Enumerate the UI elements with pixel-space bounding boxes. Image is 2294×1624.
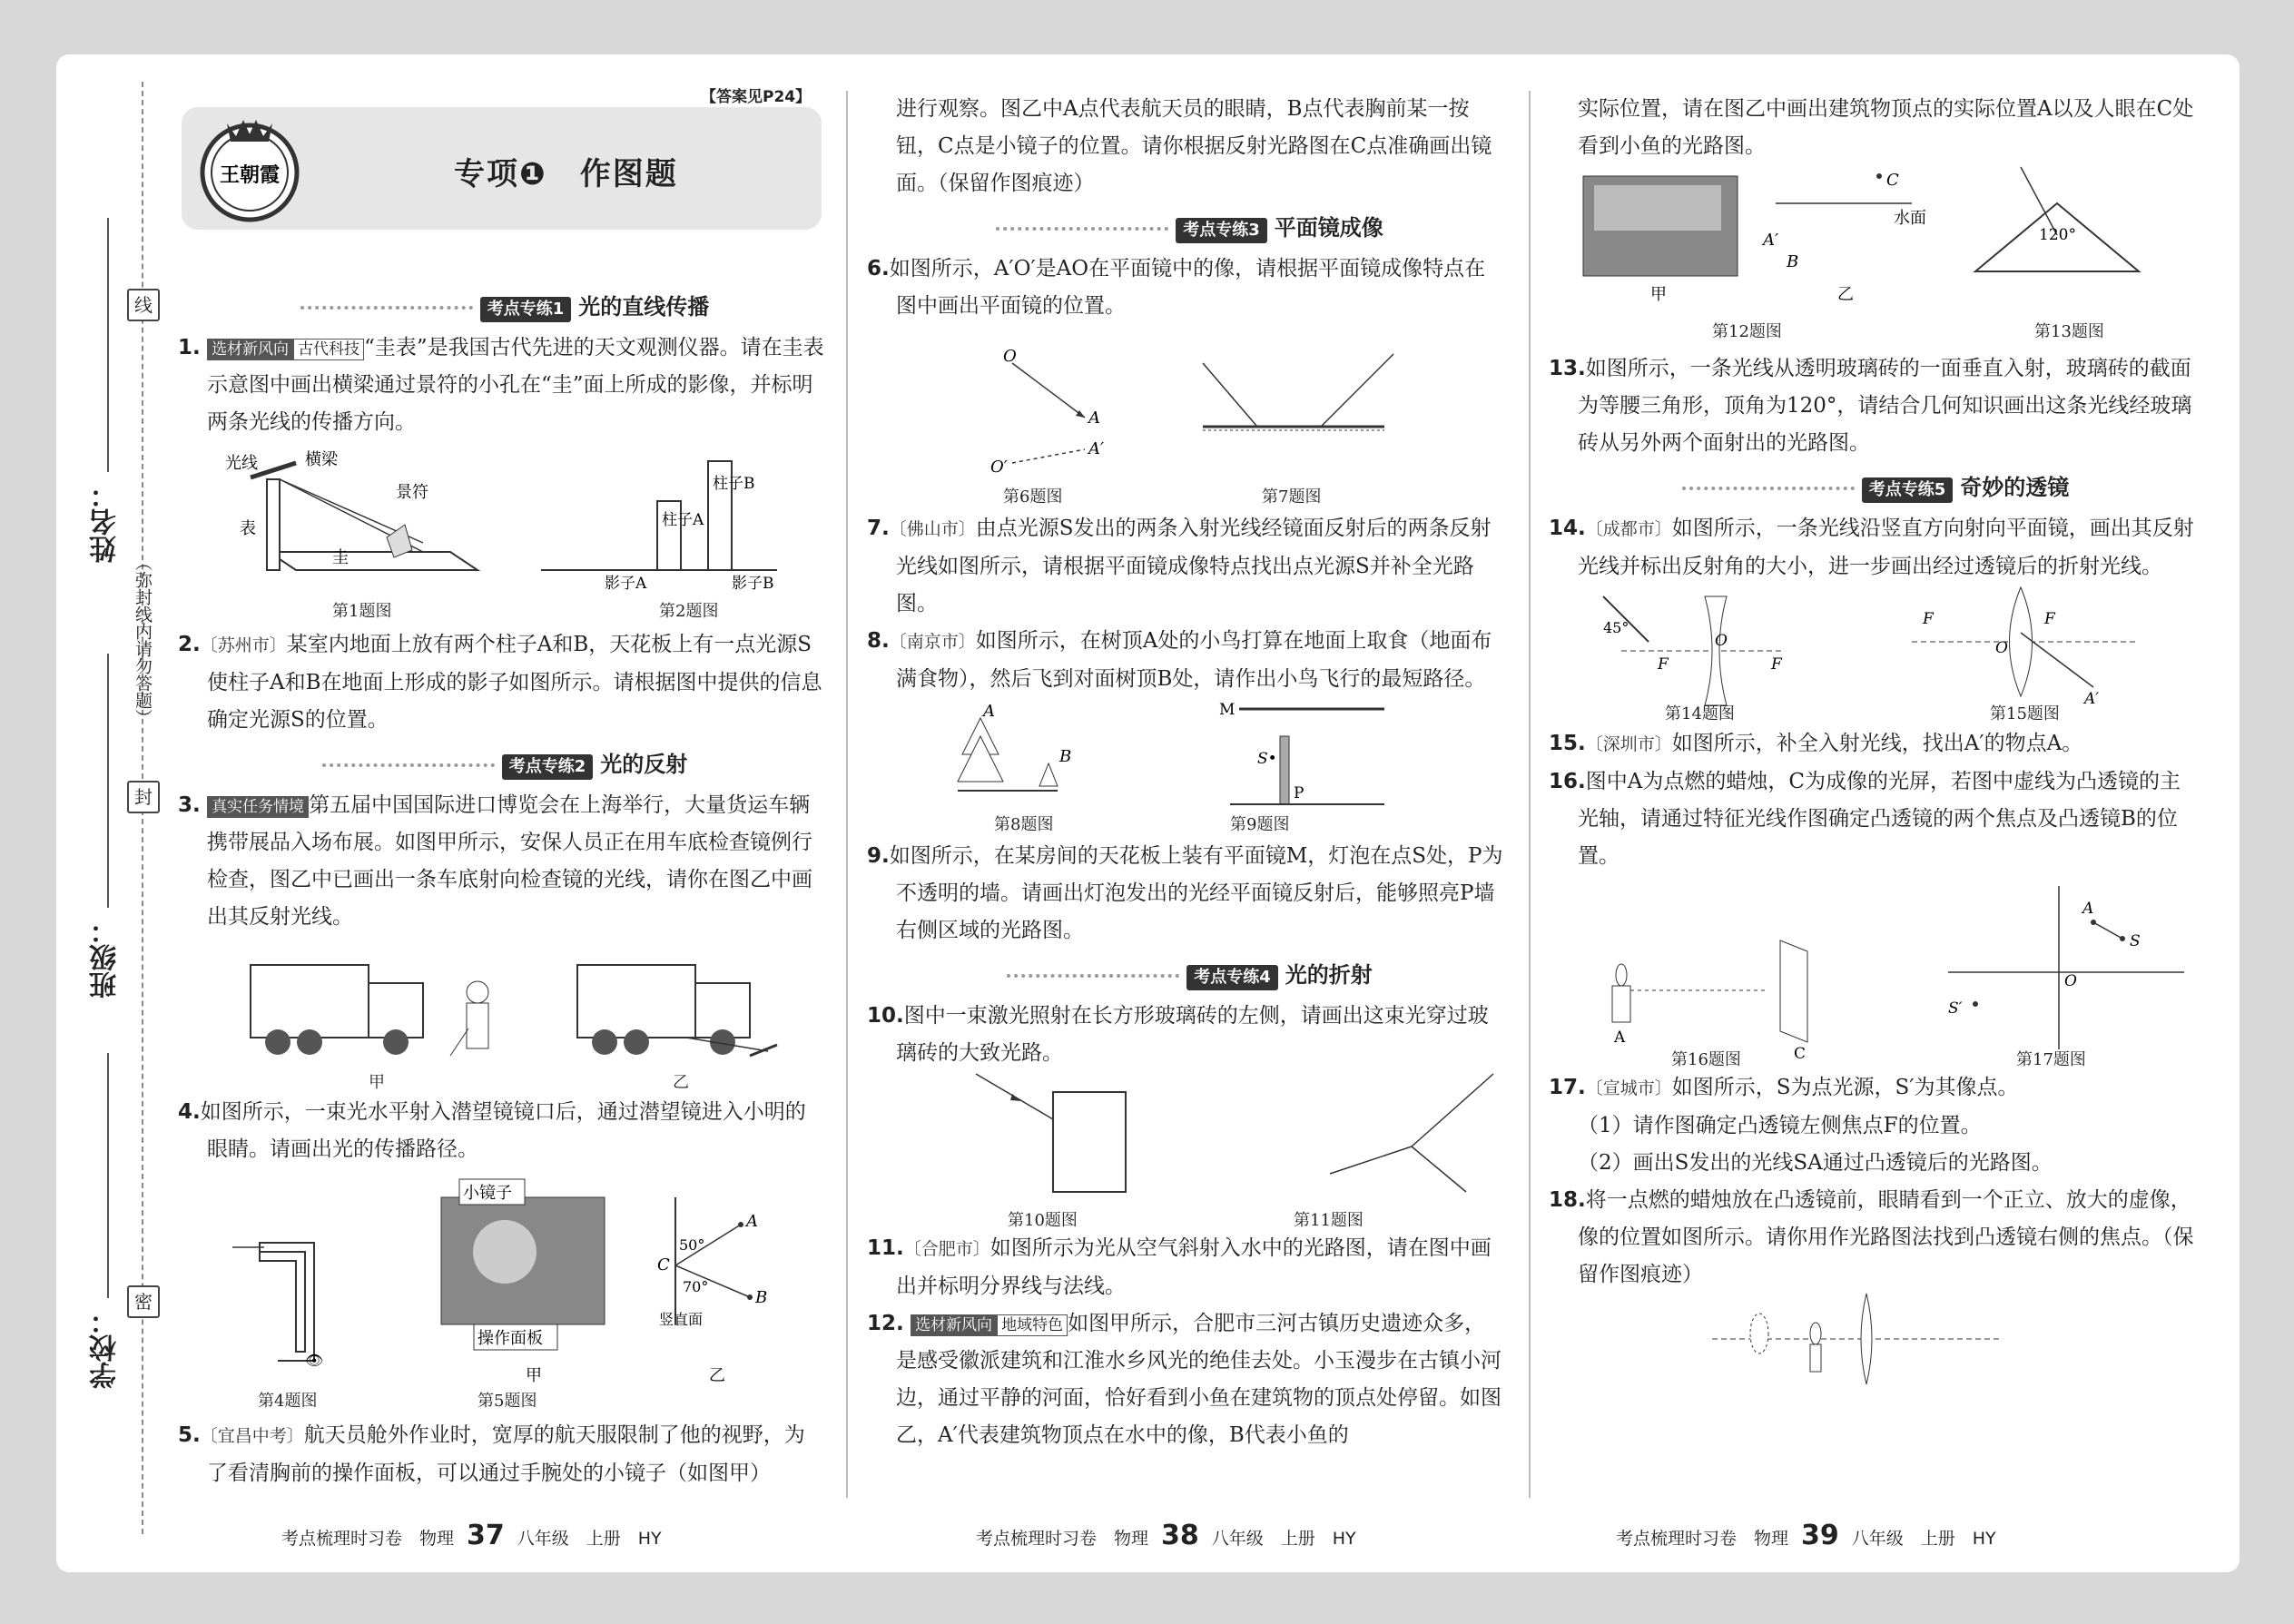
caption: 第7题图 xyxy=(1262,487,1322,507)
seal-mark-seal: 封 xyxy=(127,781,160,813)
svg-text:B: B xyxy=(755,1288,768,1307)
svg-text:👁: 👁 xyxy=(305,1352,324,1369)
mirror-image-diagrams xyxy=(867,327,1505,490)
class-field xyxy=(107,654,109,908)
water-prism-diagrams xyxy=(1549,167,2195,326)
name-label: 姓名： xyxy=(90,481,122,563)
svg-text:水面: 水面 xyxy=(1894,209,1926,228)
answer-reference: 【答案见P24】 xyxy=(701,88,812,106)
svg-text:B: B xyxy=(1059,747,1072,766)
svg-text:甲: 甲 xyxy=(1650,285,1667,304)
question-5: 5.〔宜昌中考〕航天员舱外作业时，宽厚的航天服限制了他的视野，为了看清胸前的操作面板，可以通过手腕处的小镜子（如图甲） xyxy=(178,1423,805,1485)
section-header: 考点专练3 平面镜成像 xyxy=(867,210,1505,247)
svg-text:景符: 景符 xyxy=(396,483,428,502)
caption: 第13题图 xyxy=(2034,322,2104,341)
seal-mark-line: 线 xyxy=(127,289,160,321)
svg-text:C: C xyxy=(1886,171,1899,190)
caption: 第12题图 xyxy=(1712,322,1782,341)
lens-diagrams xyxy=(1549,587,2195,708)
refraction-diagrams xyxy=(867,1074,1505,1210)
caption: 第17题图 xyxy=(2016,1050,2086,1069)
figure-18-candle-lens xyxy=(1549,1294,2195,1393)
figure-6-7 xyxy=(867,327,1505,508)
svg-text:70°: 70° xyxy=(683,1278,709,1295)
caption: 第8题图 xyxy=(994,815,1054,834)
svg-text:45°: 45° xyxy=(1603,619,1629,636)
svg-text:O: O xyxy=(1003,347,1017,366)
logo-text: 王朝霞 xyxy=(219,163,281,187)
svg-text:光线: 光线 xyxy=(225,454,258,473)
svg-text:S′: S′ xyxy=(1948,999,1963,1018)
svg-text:C: C xyxy=(657,1255,670,1275)
question-17-part-2: （2）画出S发出的光线SA通过凸透镜后的光路图。 xyxy=(1578,1151,2053,1175)
seal-mark-secret: 密 xyxy=(127,1285,160,1318)
svg-text:小镜子: 小镜子 xyxy=(463,1184,512,1203)
question-11: 11.〔合肥市〕如图所示为光从空气斜射入水中的光路图，请在图中画出并标明分界线与法线。 xyxy=(867,1236,1492,1298)
caption: 第9题图 xyxy=(1230,815,1290,834)
svg-text:O: O xyxy=(1715,632,1728,650)
footer-page-37: 考点梳理时习卷 物理 37 八年级 上册 HY xyxy=(281,1520,662,1551)
caption: 第6题图 xyxy=(1003,487,1063,507)
school-label: 学校： xyxy=(90,1307,122,1389)
svg-text:A′: A′ xyxy=(1763,231,1779,250)
school-field xyxy=(107,1053,109,1298)
column-divider xyxy=(846,91,848,1498)
question-8: 8.〔南京市〕如图所示，在树顶A处的小鸟打算在地面上取食（地面布满食物），然后飞到对面树顶B处，请作出小鸟飞行的最短路径。 xyxy=(867,629,1492,691)
figure-4-5 xyxy=(178,1170,824,1415)
periscope-astronaut-diagram xyxy=(178,1170,824,1393)
question-17-part-1: （1）请作图确定凸透镜左侧焦点F的位置。 xyxy=(1578,1114,1982,1137)
svg-text:O′: O′ xyxy=(990,458,1008,477)
svg-text:S: S xyxy=(2130,932,2141,950)
footer-page-38: 考点梳理时习卷 物理 38 八年级 上册 HY xyxy=(976,1520,1356,1551)
svg-text:C: C xyxy=(1794,1045,1807,1063)
svg-text:120°: 120° xyxy=(2039,226,2076,244)
svg-text:表: 表 xyxy=(240,519,256,538)
svg-text:操作面板: 操作面板 xyxy=(478,1329,543,1348)
section-header: 考点专练2 光的反射 xyxy=(178,746,824,783)
figure-14-15 xyxy=(1549,587,2195,723)
svg-text:S•: S• xyxy=(1257,750,1277,768)
caption: 第11题图 xyxy=(1294,1211,1364,1230)
gnomon-diagram xyxy=(178,443,824,625)
question-3: 3. 真实任务情境 第五届中国国际进口博览会在上海举行，大量货运车辆携带展品入场布展。如图甲所示，安保人员正在用车底检查镜例行检查，图乙中已画出一条车底射向检查镜的光线，请你在图乙中画出其反射光线。 xyxy=(178,793,812,929)
svg-text:F: F xyxy=(2044,610,2055,628)
question-18: 18.将一点燃的蜡烛放在凸透镜前，眼睛看到一个正立、放大的虚像，像的位置如图所示。请你用作光路图法找到凸透镜右侧的焦点。（保留作图痕迹） xyxy=(1549,1188,2194,1286)
svg-text:50°: 50° xyxy=(679,1236,705,1254)
question-9: 9.如图所示，在某房间的天花板上装有平面镜M，灯泡在点S处，P为不透明的墙。请画出灯泡发出的光经平面镜反射后，能够照亮P墙右侧区域的光路图。 xyxy=(867,844,1503,942)
caption: 第15题图 xyxy=(1990,704,2060,723)
svg-text:A′: A′ xyxy=(2084,690,2100,708)
bird-tree-lamp-diagrams xyxy=(867,700,1505,818)
caption: 第16题图 xyxy=(1671,1050,1741,1069)
svg-text:乙: 乙 xyxy=(709,1366,725,1385)
svg-text:A: A xyxy=(2082,900,2094,918)
figure-3 xyxy=(178,938,824,1092)
caption: 第10题图 xyxy=(1008,1211,1078,1230)
svg-text:F: F xyxy=(1658,655,1669,674)
svg-text:M: M xyxy=(1219,701,1236,719)
figure-1-2 xyxy=(178,443,824,625)
question-7: 7.〔佛山市〕由点光源S发出的两条入射光线经镜面反射后的两条反射光线如图所示，请根据平面镜成像特点找出点光源S并补全光路图。 xyxy=(867,517,1492,615)
svg-text:甲: 甲 xyxy=(526,1366,542,1385)
svg-text:竖直面: 竖直面 xyxy=(659,1311,704,1328)
svg-text:F: F xyxy=(1771,655,1782,674)
page-title: 专项❶ 作图题 xyxy=(454,156,678,192)
question-16: 16.图中A为点燃的蜡烛，C为成像的光屏，若图中虚线为凸透镜的主光轴，请通过特征光线作图确定凸透镜的两个焦点及凸透镜B的位置。 xyxy=(1549,770,2181,868)
caption: 第2题图 xyxy=(659,602,719,621)
svg-text:O: O xyxy=(1995,639,2008,657)
svg-text:横梁: 横梁 xyxy=(305,450,338,469)
question-17: 17.〔宣城市〕如图所示，S为点光源，S′为其像点。 xyxy=(1549,1076,2019,1099)
caption: 第14题图 xyxy=(1665,704,1735,723)
question-12: 12. 选材新风向 地域特色 如图甲所示，合肥市三河古镇历史遗迹众多，是感受徽派建筑和江淮水乡风光的绝佳去处。小玉漫步在古镇小河边，通过平静的河面，恰好看到小鱼在建筑物的顶点处停留。如图乙，A′代表建筑物顶点在水中的像，B代表小鱼的 xyxy=(867,1312,1501,1447)
svg-text:柱子B: 柱子B xyxy=(713,475,755,493)
caption: 第1题图 xyxy=(332,602,392,621)
svg-text:乙: 乙 xyxy=(1837,285,1854,304)
question-1: 1. 选材新风向 古代科技 “圭表”是我国古代先进的天文观测仪器。请在圭表示意图中画出横梁通过景符的小孔在“圭”面上所成的影像，并标明两条光线的传播方向。 xyxy=(178,336,824,434)
column-3 xyxy=(1549,91,2195,1406)
question-2: 2.〔苏州市〕某室内地面上放有两个柱子A和B，天花板上有一点光源S使柱子A和B在地面上形成的影子如图所示。请根据图中提供的信息确定光源S的位置。 xyxy=(178,633,822,732)
svg-text:A: A xyxy=(1088,408,1100,428)
figure-16-17 xyxy=(1549,877,2195,1068)
svg-text:影子A: 影子A xyxy=(605,575,647,593)
svg-text:影子B: 影子B xyxy=(732,575,774,593)
svg-text:柱子A: 柱子A xyxy=(662,511,704,529)
svg-text:A: A xyxy=(983,702,995,721)
caption: 第5题图 xyxy=(478,1392,537,1411)
seal-note: （弥封线内请勿答题） xyxy=(133,554,153,726)
truck-diagram xyxy=(178,938,824,1074)
figure-12-13 xyxy=(1549,167,2195,349)
figure-8-9 xyxy=(867,700,1505,836)
svg-text:O: O xyxy=(2064,972,2077,990)
svg-text:A: A xyxy=(1614,1029,1626,1047)
question-4: 4.如图所示，一束光水平射入潜望镜镜口后，通过潜望镜进入小明的眼睛。请画出光的传播路径。 xyxy=(178,1100,806,1161)
column-divider xyxy=(1529,91,1531,1498)
question-12-continued: 实际位置，请在图乙中画出建筑物顶点的实际位置A以及人眼在C处看到小鱼的光路图。 xyxy=(1578,97,2194,158)
question-14: 14.〔成都市〕如图所示，一条光线沿竖直方向射向平面镜，画出其反射光线并标出反射角的大小，进一步画出经过透镜后的折射光线。 xyxy=(1549,517,2194,578)
section-header: 考点专练5 奇妙的透镜 xyxy=(1549,469,2195,507)
name-field xyxy=(107,218,109,472)
column-2 xyxy=(867,91,1505,1454)
question-10: 10.图中一束激光照射在长方形玻璃砖的左侧，请画出这束光穿过玻璃砖的大致光路。 xyxy=(867,1004,1489,1065)
svg-text:B: B xyxy=(1787,252,1799,271)
section-header: 考点专练1 光的直线传播 xyxy=(178,289,824,326)
publisher-logo xyxy=(191,111,309,229)
section-header: 考点专练4 光的折射 xyxy=(867,957,1505,994)
svg-text:A: A xyxy=(746,1212,758,1231)
footer-page-39: 考点梳理时习卷 物理 39 八年级 上册 HY xyxy=(1616,1520,1996,1551)
figure-10-11 xyxy=(867,1074,1505,1228)
svg-text:F: F xyxy=(1923,610,1934,628)
class-label: 班级： xyxy=(90,917,122,999)
caption: 乙 xyxy=(673,1073,689,1092)
question-5-continued: 进行观察。图乙中A点代表航天员的眼睛，B点代表胸前某一按钮，C点是小镜子的位置。请你根据反射光路图在C点准确画出镜面。（保留作图痕迹） xyxy=(896,97,1492,195)
caption: 甲 xyxy=(369,1073,385,1092)
caption: 第4题图 xyxy=(258,1392,318,1411)
question-15: 15.〔深圳市〕如图所示，补全入射光线，找出A′的物点A。 xyxy=(1549,732,2083,755)
svg-text:P: P xyxy=(1294,784,1305,802)
svg-text:A′: A′ xyxy=(1088,439,1105,458)
column-1 xyxy=(178,281,824,1492)
svg-text:圭: 圭 xyxy=(332,548,349,567)
question-13: 13.如图所示，一条光线从透明玻璃砖的一面垂直入射，玻璃砖的截面为等腰三角形，顶角为120°，请结合几何知识画出这条光线经玻璃砖从另外两个面射出的光路图。 xyxy=(1549,357,2192,455)
question-6: 6.如图所示，A′O′是AO在平面镜中的像，请根据平面镜成像特点在图中画出平面镜的位置。 xyxy=(867,257,1486,318)
